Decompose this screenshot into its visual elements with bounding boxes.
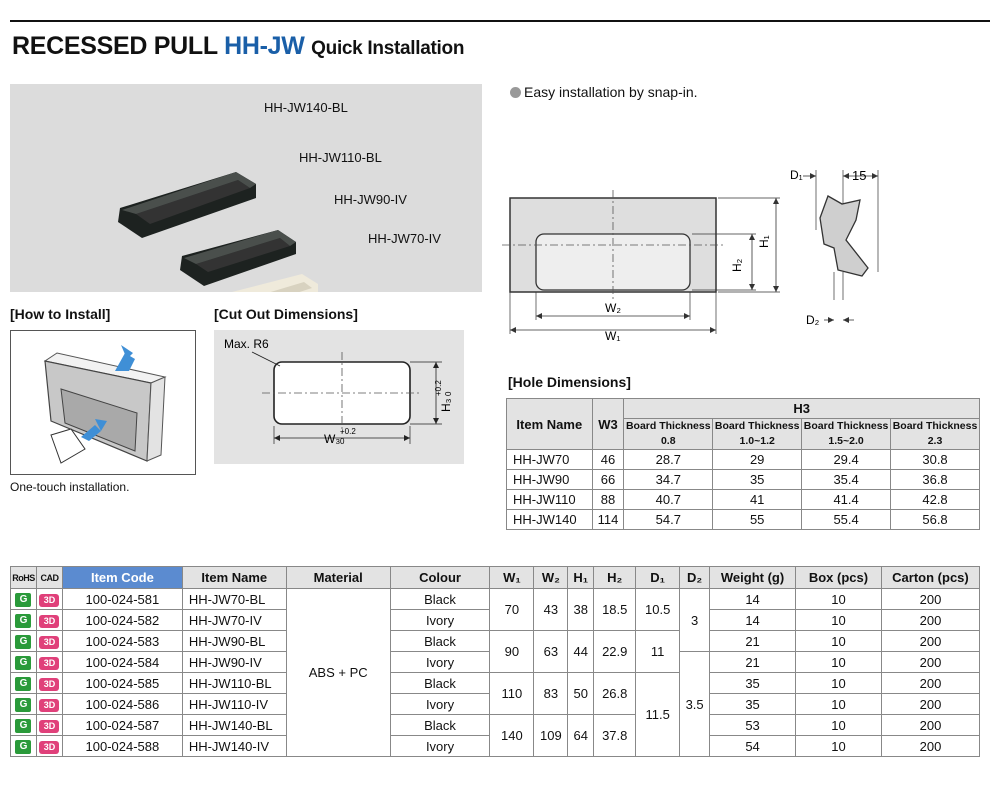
item-code: 100-024-583 bbox=[62, 631, 182, 652]
label-d1: D₁ bbox=[790, 168, 803, 182]
h3-tol-lower: 0 bbox=[444, 391, 453, 396]
item-code: 100-024-584 bbox=[62, 652, 182, 673]
rohs-icon: G bbox=[15, 635, 31, 649]
w3-tol-upper: +0.2 bbox=[340, 427, 356, 436]
item-code: 100-024-586 bbox=[62, 694, 182, 715]
title-sub: Quick Installation bbox=[311, 38, 465, 59]
colour: Ivory bbox=[390, 694, 490, 715]
table-row: G 3D 100-024-581 HH-JW70-BL ABS + PC Black 70 43 38 18.5 10.5 3 14 10 200 bbox=[11, 589, 980, 610]
table-row: G 3D 100-024-584 HH-JW90-IV Ivory 3.5 21 10 200 bbox=[11, 652, 980, 673]
hole-header-item-name: Item Name bbox=[507, 399, 593, 450]
rohs-icon: G bbox=[15, 614, 31, 628]
table-row: G 3D 100-024-587 HH-JW140-BL Black 140 109 64 37.8 53 10 200 bbox=[11, 715, 980, 736]
table-row: G 3D 100-024-586 HH-JW110-IV Ivory 35 10 200 bbox=[11, 694, 980, 715]
spec-header-w2: W₂ bbox=[534, 567, 568, 589]
spec-table bbox=[10, 566, 980, 757]
cad-3d-icon[interactable]: 3D bbox=[39, 615, 59, 628]
cutout-illustration bbox=[214, 330, 464, 464]
colour: Ivory bbox=[390, 610, 490, 631]
title-code: HH-JW bbox=[224, 32, 305, 60]
colour: Black bbox=[390, 673, 490, 694]
table-row: G 3D 100-024-583 HH-JW90-BL Black 90 63 44 22.9 11 21 10 200 bbox=[11, 631, 980, 652]
spec-header-w1: W₁ bbox=[490, 567, 534, 589]
table-row: G 3D 100-024-585 HH-JW110-BL Black 110 83 50 26.8 11.5 35 10 200 bbox=[11, 673, 980, 694]
photo-label-jw110: HH-JW110-BL bbox=[299, 150, 382, 165]
rohs-icon: G bbox=[15, 740, 31, 754]
hole-header-thickness: Board Thickness 0.8 bbox=[624, 419, 713, 450]
spec-header-carton: Carton (pcs) bbox=[881, 567, 979, 589]
cad-3d-icon[interactable]: 3D bbox=[39, 594, 59, 607]
header-rule bbox=[10, 20, 990, 22]
feature-bullet: Easy installation by snap-in. bbox=[510, 84, 698, 100]
rohs-icon: G bbox=[15, 719, 31, 733]
technical-drawing bbox=[498, 160, 898, 350]
label-h1: H₁ bbox=[757, 235, 771, 248]
item-code: 100-024-585 bbox=[62, 673, 182, 694]
cad-3d-icon[interactable]: 3D bbox=[39, 720, 59, 733]
cad-3d-icon[interactable]: 3D bbox=[39, 636, 59, 649]
label-h2: H₂ bbox=[730, 258, 744, 272]
hole-header-w3: W3 bbox=[592, 399, 624, 450]
hole-header-thickness: Board Thickness 1.5~2.0 bbox=[802, 419, 891, 450]
hole-dimensions-table bbox=[506, 398, 980, 530]
item-name: HH-JW90-IV bbox=[182, 652, 286, 673]
table-row: G 3D 100-024-588 HH-JW140-IV Ivory 54 10 200 bbox=[11, 736, 980, 757]
label-w1: W₁ bbox=[605, 329, 621, 343]
colour: Ivory bbox=[390, 736, 490, 757]
item-name: HH-JW70-BL bbox=[182, 589, 286, 610]
material-cell: ABS + PC bbox=[286, 589, 390, 757]
hole-header-thickness: Board Thickness 2.3 bbox=[891, 419, 980, 450]
install-caption: One-touch installation. bbox=[10, 480, 130, 494]
spec-header-weight: Weight (g) bbox=[710, 567, 796, 589]
install-illustration-art bbox=[11, 331, 195, 474]
rohs-icon: G bbox=[15, 698, 31, 712]
item-name: HH-JW110-BL bbox=[182, 673, 286, 694]
label-w2: W₂ bbox=[605, 301, 621, 315]
colour: Ivory bbox=[390, 652, 490, 673]
cad-3d-icon[interactable]: 3D bbox=[39, 741, 59, 754]
table-row: HH-JW110 88 40.7 41 41.4 42.8 bbox=[507, 490, 980, 510]
photo-label-jw140: HH-JW140-BL bbox=[264, 100, 348, 115]
spec-header-d2: D₂ bbox=[680, 567, 710, 589]
cutout-illustration-art bbox=[214, 330, 464, 464]
cad-3d-icon[interactable]: 3D bbox=[39, 657, 59, 670]
spec-header-box: Box (pcs) bbox=[796, 567, 882, 589]
hole-dimensions-title: [Hole Dimensions] bbox=[508, 374, 631, 390]
item-code: 100-024-588 bbox=[62, 736, 182, 757]
rohs-icon: G bbox=[15, 593, 31, 607]
install-illustration bbox=[10, 330, 196, 475]
rohs-icon: G bbox=[15, 656, 31, 670]
w3-tol-lower: 0 bbox=[340, 437, 345, 446]
page-title bbox=[12, 32, 464, 61]
table-row: HH-JW140 114 54.7 55 55.4 56.8 bbox=[507, 510, 980, 530]
spec-header-h2: H₂ bbox=[594, 567, 636, 589]
cad-3d-icon[interactable]: 3D bbox=[39, 699, 59, 712]
photo-label-jw90: HH-JW90-IV bbox=[334, 192, 407, 207]
spec-header-colour: Colour bbox=[390, 567, 490, 589]
hole-header-h3: H3 bbox=[624, 399, 980, 419]
table-row: HH-JW90 66 34.7 35 35.4 36.8 bbox=[507, 470, 980, 490]
cutout-title: [Cut Out Dimensions] bbox=[214, 306, 358, 322]
h3-label: H₃ bbox=[439, 398, 453, 412]
item-name: HH-JW110-IV bbox=[182, 694, 286, 715]
spec-header-h1: H₁ bbox=[568, 567, 594, 589]
spec-header-item-code: Item Code bbox=[62, 567, 182, 589]
item-code: 100-024-587 bbox=[62, 715, 182, 736]
cad-3d-icon[interactable]: 3D bbox=[39, 678, 59, 691]
h3-tol-upper: +0.2 bbox=[434, 380, 443, 396]
item-code: 100-024-581 bbox=[62, 589, 182, 610]
how-to-install-title: [How to Install] bbox=[10, 306, 111, 322]
table-row: HH-JW70 46 28.7 29 29.4 30.8 bbox=[507, 450, 980, 470]
radius-label: Max. R6 bbox=[224, 337, 269, 351]
item-name: HH-JW140-IV bbox=[182, 736, 286, 757]
spec-header-item-name: Item Name bbox=[182, 567, 286, 589]
hole-header-thickness: Board Thickness 1.0~1.2 bbox=[713, 419, 802, 450]
spec-header-material: Material bbox=[286, 567, 390, 589]
w3-label: W₃ bbox=[324, 432, 341, 446]
label-d2: D₂ bbox=[806, 313, 820, 327]
item-code: 100-024-582 bbox=[62, 610, 182, 631]
colour: Black bbox=[390, 589, 490, 610]
product-photo bbox=[10, 84, 482, 292]
item-name: HH-JW90-BL bbox=[182, 631, 286, 652]
spec-header-cad: CAD bbox=[36, 567, 62, 589]
colour: Black bbox=[390, 715, 490, 736]
item-name: HH-JW70-IV bbox=[182, 610, 286, 631]
product-photo-art bbox=[10, 84, 482, 292]
photo-label-jw70: HH-JW70-IV bbox=[368, 231, 441, 246]
bullet-dot-icon bbox=[510, 87, 521, 98]
colour: Black bbox=[390, 631, 490, 652]
rohs-icon: G bbox=[15, 677, 31, 691]
spec-header-d1: D₁ bbox=[636, 567, 680, 589]
title-main: RECESSED PULL bbox=[12, 32, 218, 60]
spec-header-rohs: RoHS bbox=[11, 567, 37, 589]
label-15: 15 bbox=[852, 168, 867, 183]
item-name: HH-JW140-BL bbox=[182, 715, 286, 736]
table-row: G 3D 100-024-582 HH-JW70-IV Ivory 14 10 200 bbox=[11, 610, 980, 631]
